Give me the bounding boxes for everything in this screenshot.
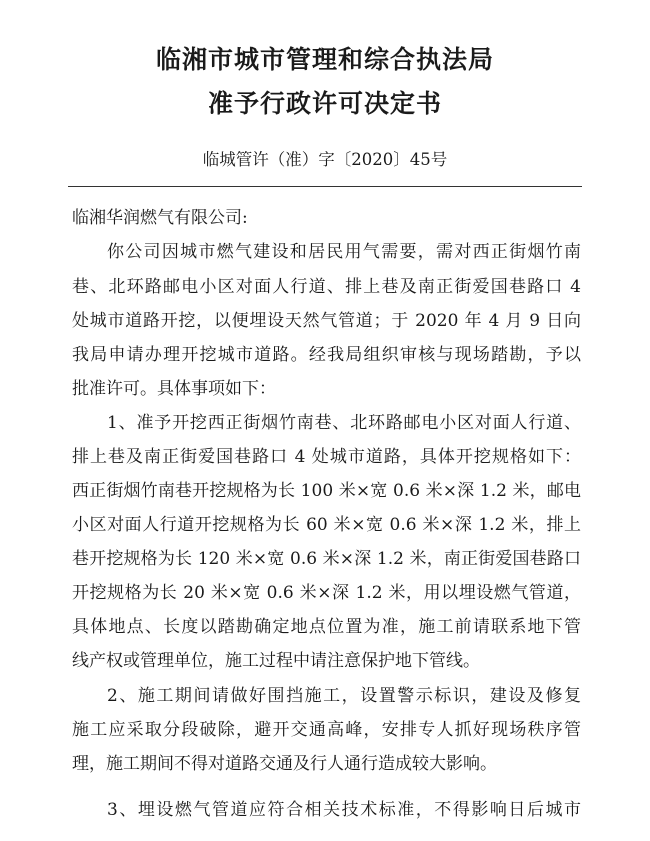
paragraph-line: 批准许可。具体事项如下： (72, 379, 276, 399)
paragraph-line: 理，施工期间不得对道路交通及行人通行造成较大影响。 (72, 754, 497, 774)
issuing-authority-title: 临湘市城市管理和综合执法局 (155, 45, 494, 74)
paragraph-line: 开挖规格为长 20 米×宽 0.6 米×深 1.2 米，用以埋设燃气管道， (72, 583, 581, 603)
paragraph-line: 2、施工期间请做好围挡施工，设置警示标识，建设及修复 (107, 686, 581, 706)
paragraph-line: 我局申请办理开挖城市道路。经我局组织审核与现场踏勘，予以 (72, 345, 581, 365)
paragraph-line: 具体地点、长度以踏勘确定地点位置为准，施工前请联系地下管 (72, 617, 581, 637)
paragraph-line: 施工应采取分段破除，避开交通高峰，安排专人抓好现场秩序管 (72, 720, 581, 740)
header-divider (68, 186, 582, 187)
paragraph-line: 处城市道路开挖，以便埋设天然气管道；于 2020 年 4 月 9 日向 (72, 311, 581, 331)
paragraph-line: 西正街烟竹南巷开挖规格为长 100 米×宽 0.6 米×深 1.2 米，邮电 (72, 481, 581, 501)
document-type-title: 准予行政许可决定书 (207, 89, 442, 118)
addressee: 临湘华润燃气有限公司: (72, 208, 248, 228)
paragraph-line: 排上巷及南正街爱国巷路口 4 处城市道路，具体开挖规格如下： (72, 447, 581, 467)
paragraph-line: 线产权或管理单位，施工过程中请注意保护地下管线。 (72, 651, 480, 671)
paragraph-line: 3、埋设燃气管道应符合相关技术标准，不得影响日后城市 (107, 800, 581, 820)
document-number: 临城管许（准）字〔2020〕45号 (202, 150, 448, 169)
paragraph-line: 小区对面人行道开挖规格为长 60 米×宽 0.6 米×深 1.2 米，排上 (72, 515, 581, 535)
paragraph-line: 你公司因城市燃气建设和居民用气需要，需对西正街烟竹南 (107, 242, 581, 262)
paragraph-line: 巷、北环路邮电小区对面人行道、排上巷及南正街爱国巷路口 4 (72, 277, 581, 297)
paragraph-line: 巷开挖规格为长 120 米×宽 0.6 米×深 1.2 米，南正街爱国巷路口 (72, 549, 581, 569)
paragraph-line: 1、准予开挖西正街烟竹南巷、北环路邮电小区对面人行道、 (107, 413, 581, 433)
